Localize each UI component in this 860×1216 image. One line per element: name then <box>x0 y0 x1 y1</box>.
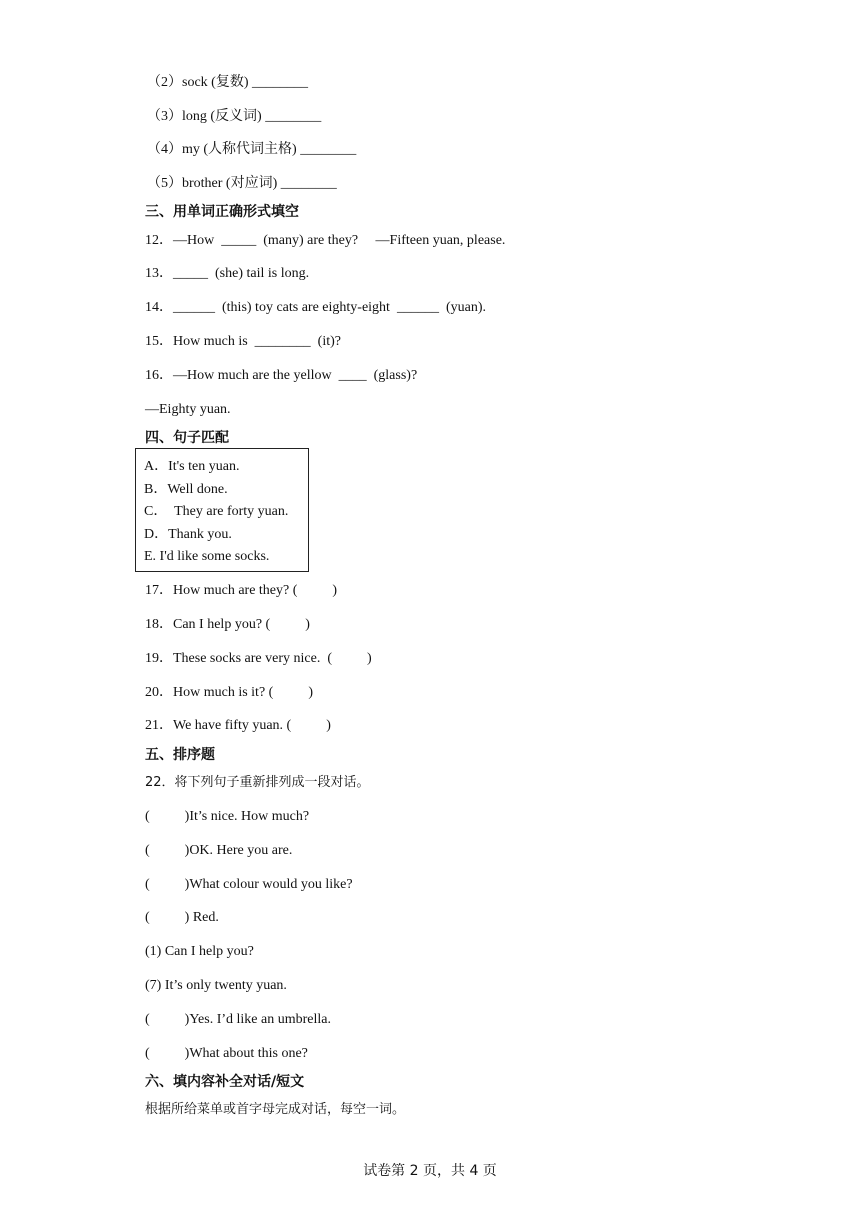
dialogue-line-8: ( )What about this one? <box>145 1046 308 1061</box>
section-three-heading: 三、用单词正确形式填空 <box>145 204 299 220</box>
section-six-heading: 六、填内容补全对话/短文 <box>145 1074 305 1090</box>
option-e: E. I'd like some socks. <box>144 549 270 564</box>
dialogue-line-1: ( )It’s nice. How much? <box>145 809 310 824</box>
question-18: 18．Can I help you? ( ) <box>145 617 310 632</box>
question-17: 17．How much are they? ( ) <box>145 583 338 598</box>
section-six-instruction: 根据所给菜单或首字母完成对话，每空一词。 <box>145 1102 406 1117</box>
word-form-item-4: （4）my (人称代词主格) ________ <box>147 142 357 157</box>
question-13: 13．_____ (she) tail is long. <box>145 266 310 281</box>
options-box <box>135 448 309 572</box>
section-four-heading: 四、句子匹配 <box>145 430 229 446</box>
word-form-item-2: （2）sock (复数) ________ <box>147 75 308 90</box>
question-19: 19．These socks are very nice. ( ) <box>145 651 372 666</box>
question-16-answer: —Eighty yuan. <box>145 402 231 417</box>
question-22-instruction: 22．将下列句子重新排列成一段对话。 <box>145 775 370 790</box>
question-15: 15．How much is ________ (it)? <box>145 334 341 349</box>
option-a: A．It's ten yuan. <box>144 459 240 474</box>
question-14: 14．______ (this) toy cats are eighty-eight ______ (yuan). <box>145 300 486 315</box>
page-footer: 试卷第 2 页，共 4 页 <box>363 1163 497 1179</box>
question-12: 12．—How _____ (many) are they? —Fifteen yuan, please. <box>145 233 506 248</box>
dialogue-line-7: ( )Yes. I’d like an umbrella. <box>145 1012 331 1027</box>
question-21: 21．We have fifty yuan. ( ) <box>145 718 331 733</box>
option-b: B．Well done. <box>144 482 228 497</box>
section-five-heading: 五、排序题 <box>145 747 215 763</box>
dialogue-line-2: ( )OK. Here you are. <box>145 843 293 858</box>
dialogue-line-6: (7) It’s only twenty yuan. <box>145 978 287 993</box>
word-form-item-5: （5）brother (对应词) ________ <box>147 176 337 191</box>
option-c: C． They are forty yuan. <box>144 504 289 519</box>
word-form-item-3: （3）long (反义词) ________ <box>147 109 322 124</box>
question-16: 16．—How much are the yellow ____ (glass)? <box>145 368 418 383</box>
dialogue-line-3: ( )What colour would you like? <box>145 877 353 892</box>
option-d: D．Thank you. <box>144 527 232 542</box>
dialogue-line-5: (1) Can I help you? <box>145 944 254 959</box>
dialogue-line-4: ( ) Red. <box>145 910 219 925</box>
question-20: 20．How much is it? ( ) <box>145 685 313 700</box>
